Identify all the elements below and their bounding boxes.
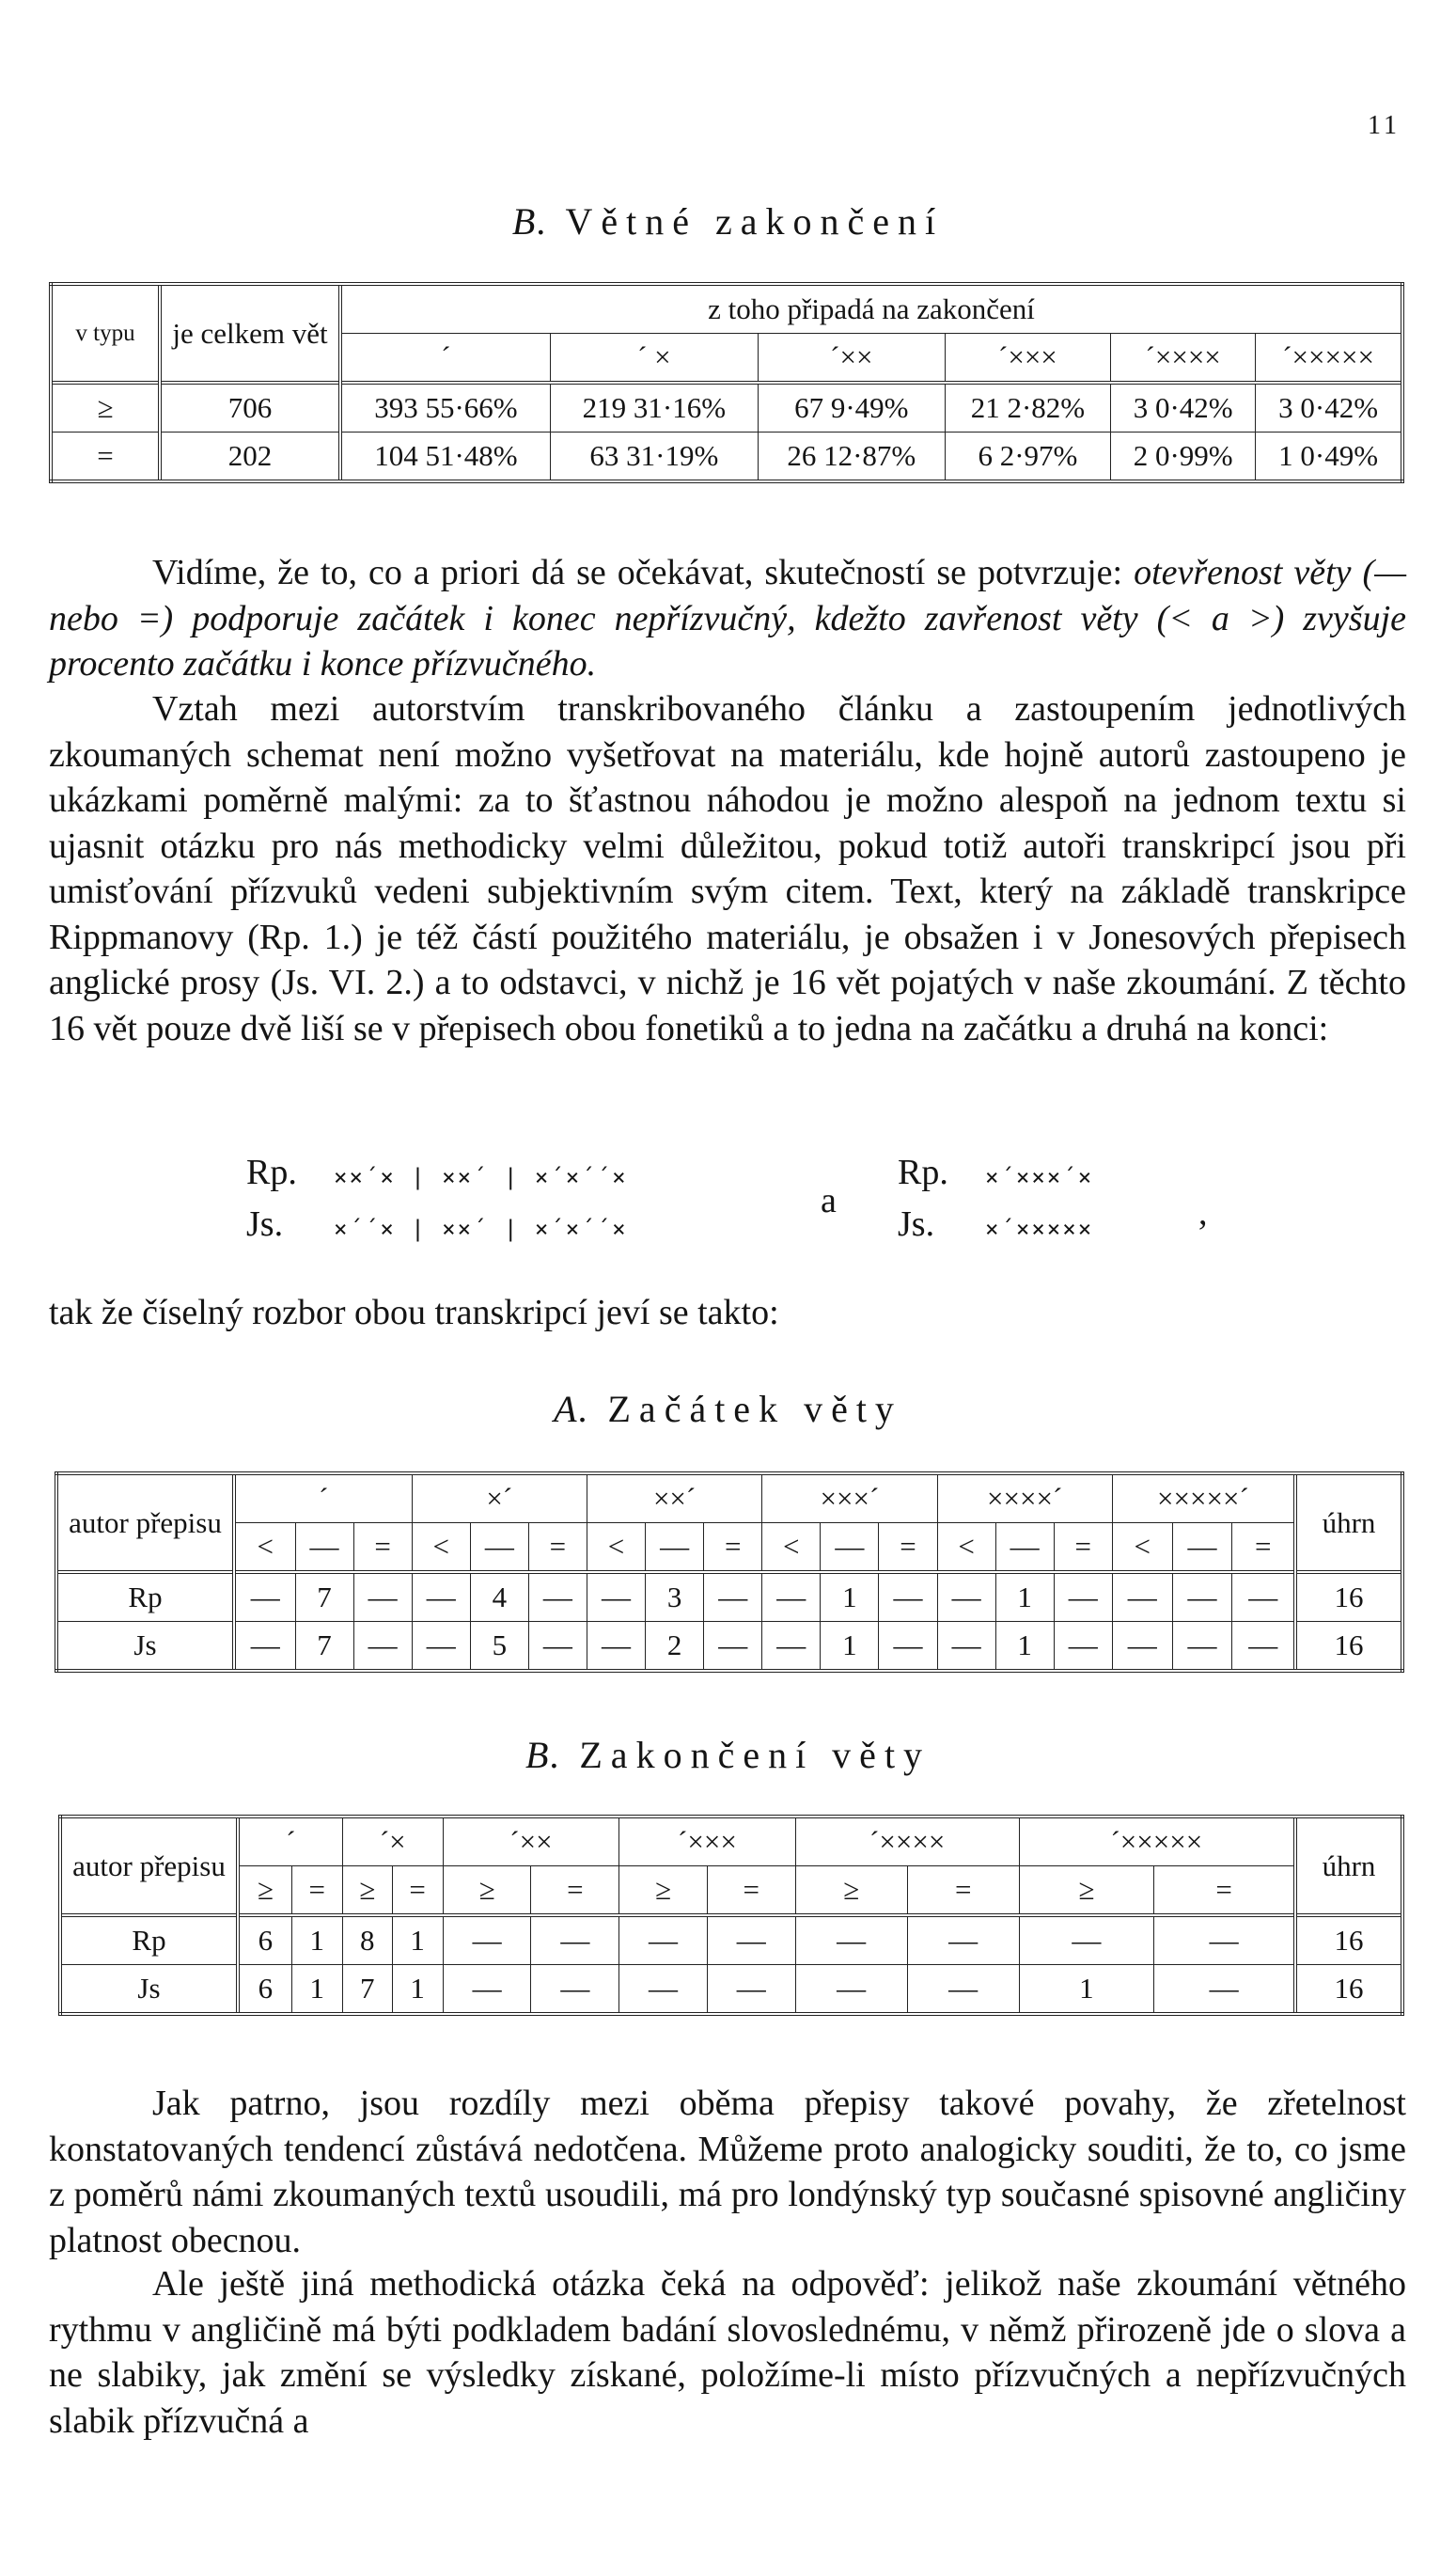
value-cell: 2 0·99% (1111, 433, 1256, 482)
sub-header: ´ (340, 334, 550, 384)
paragraph-text: Ale ještě jiná methodická otázka čeká na odpověď: jelikož naše zkoumání větného rythmu v angličině má býti podkladem badání slovoslednému, v němž přirozeně jde o slova a ne slabiky, jak změní se výsledky získané, položíme-li místo přízvučných a nepřízvučných slabik přízvučná a (49, 2264, 1406, 2441)
value-cell: — (353, 1622, 412, 1672)
value-cell: — (879, 1572, 937, 1622)
section-heading-zakonceni-vety (0, 1733, 1456, 1777)
sign-header: = (531, 1866, 619, 1916)
author-cell: Js (60, 1965, 238, 2015)
value-cell: 1 (821, 1572, 879, 1622)
value-cell: 1 0·49% (1256, 433, 1402, 482)
value-cell: 1 (1019, 1965, 1153, 2015)
sign-header: — (1172, 1523, 1232, 1573)
col-type-header: v typu (51, 284, 160, 383)
value-cell: 1 (291, 1915, 342, 1965)
example-rp-label-2: Rp. (898, 1153, 948, 1192)
sign-header: = (1054, 1523, 1112, 1573)
group-header: ××××´ (937, 1473, 1112, 1523)
page-number: 11 (1368, 111, 1401, 140)
sign-header: ≥ (342, 1866, 392, 1916)
section-letter: B. (511, 200, 549, 243)
value-cell: — (1172, 1572, 1232, 1622)
group-header: z toho připadá na zakončení (340, 284, 1402, 334)
paragraph-italic: otevřenost věty (— nebo =) podporuje začátek i konec nepřízvučný, kdežto zavřenost věty (< a >) zvyšuje procento začátku i konce přízvučného. (49, 553, 1406, 684)
value-cell: — (707, 1965, 795, 2015)
value-cell: — (762, 1622, 821, 1672)
sign-header: = (1154, 1866, 1295, 1916)
group-header: ´×××× (795, 1817, 1019, 1866)
example-js-schema: ×´´× | ××´ | ×´×´´× (334, 1216, 628, 1242)
value-cell: — (795, 1915, 907, 1965)
sign-header: = (528, 1523, 587, 1573)
col-total-header: je celkem vět (160, 284, 340, 383)
value-cell: 6 (238, 1965, 291, 2015)
sign-header: ≥ (443, 1866, 531, 1916)
section-title: Větné zakončení (565, 200, 945, 243)
total-cell: 16 (1295, 1572, 1402, 1622)
value-cell: 7 (295, 1572, 353, 1622)
value-cell: 26 12·87% (758, 433, 945, 482)
group-header: ´ (238, 1817, 342, 1866)
value-cell: 7 (295, 1622, 353, 1672)
paragraph-text: tak že číselný rozbor obou transkripcí jeví se takto: (49, 1293, 779, 1332)
value-cell: — (1172, 1622, 1232, 1672)
value-cell: 6 (238, 1915, 291, 1965)
value-cell: 104 51·48% (340, 433, 550, 482)
sign-header: ≥ (238, 1866, 291, 1916)
value-cell: 3 0·42% (1256, 383, 1402, 433)
group-header: ××´ (587, 1473, 761, 1523)
value-cell: — (1019, 1915, 1153, 1965)
value-cell: — (412, 1622, 470, 1672)
value-cell: — (762, 1572, 821, 1622)
group-header: ´××× (619, 1817, 795, 1866)
paragraph-conclusion (49, 550, 1406, 687)
value-cell: — (879, 1622, 937, 1672)
value-cell: — (528, 1622, 587, 1672)
value-cell: 3 (646, 1572, 704, 1622)
group-header: ×××´ (762, 1473, 937, 1523)
value-cell: 6 2·97% (945, 433, 1110, 482)
value-cell: — (587, 1572, 645, 1622)
value-cell: — (1054, 1572, 1112, 1622)
sign-header: < (1112, 1523, 1172, 1573)
group-header: ´× (342, 1817, 443, 1866)
value-cell: — (412, 1572, 470, 1622)
value-cell: — (1232, 1622, 1295, 1672)
sign-header: = (907, 1866, 1019, 1916)
section-heading-vetne-zakonceni (0, 199, 1456, 244)
paragraph-methodology (49, 686, 1406, 1051)
sentence-ending-by-author-table (58, 1815, 1404, 2016)
value-cell: — (1054, 1622, 1112, 1672)
sub-header: ´×××× (1111, 334, 1256, 384)
section-letter: A. (554, 1388, 590, 1430)
sign-header: = (707, 1866, 795, 1916)
value-cell: 63 31·19% (550, 433, 758, 482)
value-cell: — (937, 1622, 995, 1672)
value-cell: — (531, 1915, 619, 1965)
value-cell: — (1232, 1572, 1295, 1622)
value-cell: 1 (392, 1915, 443, 1965)
total-cell: 16 (1295, 1965, 1402, 2015)
value-cell: — (795, 1965, 907, 2015)
table-row (56, 1572, 1402, 1622)
sign-header: < (937, 1523, 995, 1573)
example-rp-schema-2: ×´×××´× (985, 1164, 1094, 1190)
group-header: ×××××´ (1112, 1473, 1295, 1523)
value-cell: — (907, 1965, 1019, 2015)
group-header: ×´ (412, 1473, 587, 1523)
paragraph-differences (49, 2081, 1406, 2263)
type-cell: ≥ (51, 383, 160, 433)
value-cell: — (587, 1622, 645, 1672)
author-cell: Rp (60, 1915, 238, 1965)
value-cell: — (1154, 1965, 1295, 2015)
value-cell: — (707, 1915, 795, 1965)
sign-header: ≥ (619, 1866, 708, 1916)
author-cell: Js (56, 1622, 234, 1672)
sign-header: — (295, 1523, 353, 1573)
sentence-start-table (55, 1471, 1404, 1673)
sign-header: < (762, 1523, 821, 1573)
sign-header: = (291, 1866, 342, 1916)
paragraph-text: Vidíme, že to, co a priori dá se očekávat, skutečností se potvrzuje: (152, 553, 1123, 592)
sub-header: ´×× (758, 334, 945, 384)
table-row (60, 1915, 1402, 1965)
table-row (51, 433, 1402, 482)
total-header: úhrn (1295, 1473, 1402, 1572)
total-cell: 202 (160, 433, 340, 482)
value-cell: — (443, 1965, 531, 2015)
sign-header: = (704, 1523, 762, 1573)
value-cell: 1 (392, 1965, 443, 2015)
table-row (56, 1622, 1402, 1672)
author-header: autor přepisu (56, 1473, 234, 1572)
value-cell: — (528, 1572, 587, 1622)
value-cell: — (937, 1572, 995, 1622)
value-cell: 2 (646, 1622, 704, 1672)
example-rp-label: Rp. (246, 1153, 297, 1192)
total-cell: 16 (1295, 1622, 1402, 1672)
example-js-schema-2: ×´××××× (985, 1216, 1094, 1242)
value-cell: — (353, 1572, 412, 1622)
value-cell: 8 (342, 1915, 392, 1965)
paragraph-text: Jak patrno, jsou rozdíly mezi oběma přepisy takové povahy, že zřetelnost konstatovaných tendencí zůstává nedotčena. Můžeme proto analogicky souditi, že to, co jsme z poměrů námi zkoumaných textů usoudili, má pro londýnský typ současné spisovné angličiny platnost obecnou. (49, 2084, 1406, 2260)
example-connector: a (821, 1181, 837, 1220)
group-header: ´ (234, 1473, 412, 1523)
group-header: ´×× (443, 1817, 618, 1866)
sub-header: ´××× (945, 334, 1110, 384)
table-row (51, 383, 1402, 433)
sign-header: — (646, 1523, 704, 1573)
value-cell: — (234, 1572, 295, 1622)
section-heading-zacatek-vety (0, 1387, 1456, 1431)
sign-header: — (995, 1523, 1054, 1573)
value-cell: 219 31·16% (550, 383, 758, 433)
value-cell: 67 9·49% (758, 383, 945, 433)
value-cell: — (907, 1915, 1019, 1965)
table-row (60, 1965, 1402, 2015)
example-rp-schema: ××´× | ××´ | ×´×´´× (334, 1164, 628, 1190)
sign-header: = (1232, 1523, 1295, 1573)
value-cell: 1 (995, 1622, 1054, 1672)
value-cell: 5 (470, 1622, 528, 1672)
value-cell: 4 (470, 1572, 528, 1622)
value-cell: — (619, 1965, 708, 2015)
example-comma: , (1198, 1193, 1208, 1233)
total-cell: 706 (160, 383, 340, 433)
sign-header: — (821, 1523, 879, 1573)
paragraph-analysis-intro (49, 1290, 1406, 1336)
value-cell: 21 2·82% (945, 383, 1110, 433)
sign-header: = (392, 1866, 443, 1916)
paragraph-text: Vztah mezi autorstvím transkribovaného článku a zastoupením jednotlivých zkoumaných schemat není možno vyšetřovat na materiálu, kde hojně autorů zastoupeno je ukázkami poměrně malými: za to šťastnou náhodou je možno alespoň na jednom textu si ujasnit otázku pro nás methodicky velmi důležitou, pokud totiž autoři transkripcí jsou při umisťování přízvuků vedeni subjektivním svým citem. Text, který na základě transkripce Rippmanovy (Rp. 1.) je též částí použitého materiálu, je obsažen i v Jonesových přepisech anglické prosy (Js. VI. 2.) a to odstavci, v nichž je 16 vět pojatých v naše zkoumání. Z těchto 16 vět pouze dvě liší se v přepisech obou fonetiků a to jedna na začátku a druhá na konci: (49, 689, 1406, 1048)
author-cell: Rp (56, 1572, 234, 1622)
section-letter: B. (524, 1734, 562, 1776)
value-cell: — (443, 1915, 531, 1965)
value-cell: — (619, 1915, 708, 1965)
value-cell: 1 (995, 1572, 1054, 1622)
sentence-ending-table (49, 282, 1404, 483)
example-js-label: Js. (246, 1204, 284, 1244)
example-js-label-2: Js. (898, 1204, 935, 1244)
value-cell: 1 (821, 1622, 879, 1672)
value-cell: 7 (342, 1965, 392, 2015)
value-cell: — (704, 1622, 762, 1672)
sign-header: ≥ (1019, 1866, 1153, 1916)
group-header: ´××××× (1019, 1817, 1295, 1866)
section-title: Začátek věty (607, 1388, 902, 1430)
sign-header: < (234, 1523, 295, 1573)
sign-header: — (470, 1523, 528, 1573)
paragraph-next-question (49, 2261, 1406, 2444)
value-cell: 1 (291, 1965, 342, 2015)
sign-header: < (587, 1523, 645, 1573)
value-cell: 393 55·66% (340, 383, 550, 433)
value-cell: — (1112, 1622, 1172, 1672)
value-cell: — (234, 1622, 295, 1672)
value-cell: — (704, 1572, 762, 1622)
sub-header: ´ × (550, 334, 758, 384)
value-cell: — (1154, 1915, 1295, 1965)
sign-header: = (353, 1523, 412, 1573)
sign-header: ≥ (795, 1866, 907, 1916)
type-cell: = (51, 433, 160, 482)
sign-header: = (879, 1523, 937, 1573)
value-cell: — (1112, 1572, 1172, 1622)
value-cell: 3 0·42% (1111, 383, 1256, 433)
total-header: úhrn (1295, 1817, 1402, 1915)
total-cell: 16 (1295, 1915, 1402, 1965)
value-cell: — (531, 1965, 619, 2015)
sub-header: ´××××× (1256, 334, 1402, 384)
section-title: Zakončení věty (579, 1734, 932, 1776)
author-header: autor přepisu (60, 1817, 238, 1915)
sign-header: < (412, 1523, 470, 1573)
